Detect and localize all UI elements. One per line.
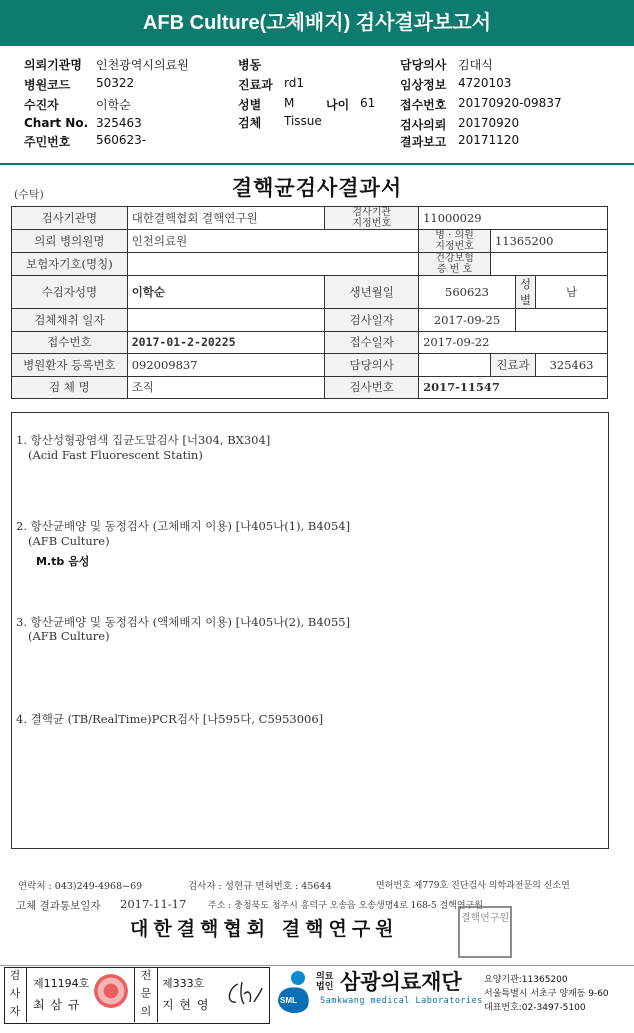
hdr-label: 검체 (238, 116, 262, 130)
corp-phone: 대표번호:02-3497-5100 (484, 1003, 586, 1013)
hdr-label: 임상정보 (400, 78, 447, 92)
hdr-label: 검사의뢰 (400, 118, 447, 132)
examiner-label-text: 검사자 (9, 969, 21, 1018)
cell-label: 접수일자 (325, 331, 419, 354)
hdr-label: Chart No. (24, 116, 89, 130)
report-title: AFB Culture(고체배지) 검사결과보고서 (0, 0, 634, 46)
cell-label (419, 253, 491, 276)
examiner: 검사자 : 성현규 면허번호 : 45644 (188, 881, 332, 892)
test-item-title: 2. 항산균배양 및 동정검사 (고체배지 이용) [나405나(1), B4054] (16, 519, 351, 533)
cell-value: 인천의료원 (127, 230, 418, 253)
hdr-label: 의뢰기관명 (24, 58, 82, 72)
hdr-value: 325463 (96, 116, 142, 130)
cell-value: 2017-11547 (419, 376, 608, 399)
cell-value: 대한결핵협회 결핵연구원 (127, 207, 325, 230)
hdr-value: 20170920-09837 (458, 96, 562, 110)
examiner-name: 최 삼 규 (33, 998, 81, 1012)
hdr-value: 이학순 (96, 98, 131, 112)
hdr-value: 20170920 (458, 116, 520, 130)
cell-label-line: 검사기관 (352, 207, 392, 218)
hdr-label: 병동 (238, 58, 262, 72)
cell-label: 수검자성명 (12, 276, 128, 309)
corp-small-1: 의료 (316, 972, 334, 982)
seal-text: 결핵연구원 (460, 913, 510, 924)
logo-text: SML (280, 996, 297, 1005)
signature-icon (224, 978, 264, 1010)
specialist-name: 지 현 영 (162, 998, 210, 1012)
cell-value: 조직 (127, 376, 325, 399)
cell-value: 11365200 (490, 230, 607, 253)
test-item-subtitle: (Acid Fast Fluorescent Statin) (28, 448, 203, 462)
cell-label: 검체채취 일자 (12, 309, 128, 332)
hdr-value: 560623- (96, 133, 147, 147)
cell-value (127, 253, 418, 276)
cell-label-line: 지정번호 (352, 218, 392, 229)
hdr-value: 20171120 (458, 133, 520, 147)
cell-label: 병원환자 등록번호 (12, 354, 128, 377)
cell-label-line: 지정번호 (435, 241, 474, 252)
doc-title: 결핵균검사결과서 (231, 175, 403, 200)
header-divider (0, 163, 634, 165)
doc-tag: (수탁) (14, 188, 44, 201)
cell-value: 092009837 (127, 354, 325, 377)
hdr-value: 50322 (96, 76, 135, 90)
cell-label: 검사번호 (325, 376, 419, 399)
test-item-title: 3. 항산균배양 및 동정검사 (액체배지 이용) [나405나(2), B4055] (16, 615, 351, 629)
license: 면허번호 제779호 진단검사 의학과전문의 신소연 (376, 881, 570, 891)
cell-value: 2017-09-22 (419, 331, 608, 354)
contact: 연락처 : 043)249-4968~69 (18, 881, 143, 892)
corp-small-2: 법인 (316, 982, 334, 992)
cell-label: 생년월일 (325, 276, 419, 309)
specialist-label (134, 967, 158, 1022)
corp-en: Samkwang medical Laboratories (320, 996, 483, 1006)
cell-label: 접수번호 (12, 331, 128, 354)
specialist-label-text: 전문의 (140, 969, 152, 1018)
corp-name: 삼광의료재단 (340, 970, 462, 994)
result-table (11, 206, 608, 399)
cell-label: 담당의사 (325, 354, 419, 377)
cell-label (325, 207, 419, 230)
hdr-value: rd1 (284, 76, 304, 90)
test-result: M.tb 음성 (36, 555, 90, 568)
cell-value (127, 309, 325, 332)
cell-label-line: 병 · 의원 (435, 230, 474, 241)
hdr-value: 61 (360, 96, 376, 110)
corp-code: 요양기관:11365200 (484, 975, 568, 985)
institute-name: 대한결핵협회 결핵연구원 (130, 918, 399, 940)
cell-value: 560623 (419, 276, 516, 309)
hdr-label: 결과보고 (400, 135, 447, 149)
cell-value: 2017-01-2-20225 (127, 331, 325, 354)
cell-label: 검 체 명 (12, 376, 128, 399)
cell-label: 진료과 (490, 354, 535, 377)
hdr-label: 진료과 (238, 78, 273, 92)
cell-value (490, 253, 607, 276)
red-seal-icon (94, 974, 128, 1008)
cell-label-line: 증 번 호 (436, 264, 473, 275)
hdr-label: 나이 (326, 98, 350, 112)
cell-label: 성별 (515, 276, 535, 309)
cell-label: 의뢰 병의원명 (12, 230, 128, 253)
test-item-title: 4. 결핵균 (TB/RealTime)PCR검사 [나595다, C5953006] (16, 712, 324, 726)
seal-stamp (458, 906, 512, 958)
hdr-label: 주민번호 (24, 135, 71, 149)
hdr-value: 4720103 (458, 76, 512, 90)
hdr-label: 병원코드 (24, 78, 71, 92)
cell-value: 남 (536, 276, 608, 309)
cell-value: 325463 (536, 354, 608, 377)
cell-label: 검사일자 (325, 309, 419, 332)
specialist-no: 제333호 (162, 977, 205, 990)
hdr-value: Tissue (284, 114, 322, 128)
cell-label (419, 230, 491, 253)
cell-label-line: 건강보험 (435, 253, 474, 264)
hdr-value: 김대식 (458, 58, 493, 72)
examiner-no: 제11194호 (33, 977, 90, 990)
report-date: 2017-11-17 (120, 897, 187, 911)
hdr-value: M (284, 96, 295, 110)
cell-empty (515, 309, 607, 332)
cell-value: 2017-09-25 (419, 309, 516, 332)
cell-value: 이학순 (127, 276, 325, 309)
corp-small (316, 972, 333, 992)
report-date-label: 고체 결과통보일자 (16, 900, 101, 912)
test-item-title: 1. 항산성형광염색 집균도말검사 [너304, BX304] (16, 433, 271, 447)
hdr-label: 담당의사 (400, 58, 447, 72)
hdr-value: 인천광역시의료원 (96, 58, 189, 72)
test-item-subtitle: (AFB Culture) (28, 629, 110, 643)
cell-label: 보험자기호(명칭) (12, 253, 128, 276)
cell-value (419, 354, 491, 377)
hdr-label: 수진자 (24, 98, 59, 112)
hdr-label: 접수번호 (400, 98, 447, 112)
sml-logo-icon (274, 968, 312, 1018)
cell-label: 검사기관명 (12, 207, 128, 230)
corp-address: 서울특별시 서초구 양재동 9-60 (484, 989, 609, 999)
hdr-label: 성별 (238, 98, 262, 112)
test-item-subtitle: (AFB Culture) (28, 534, 110, 548)
cell-value: 11000029 (419, 207, 608, 230)
examiner-label (4, 967, 27, 1022)
address: 주소 : 충청북도 청주시 흥덕구 오송읍 오송생명4로 168-5 결핵연구원 (208, 901, 483, 911)
